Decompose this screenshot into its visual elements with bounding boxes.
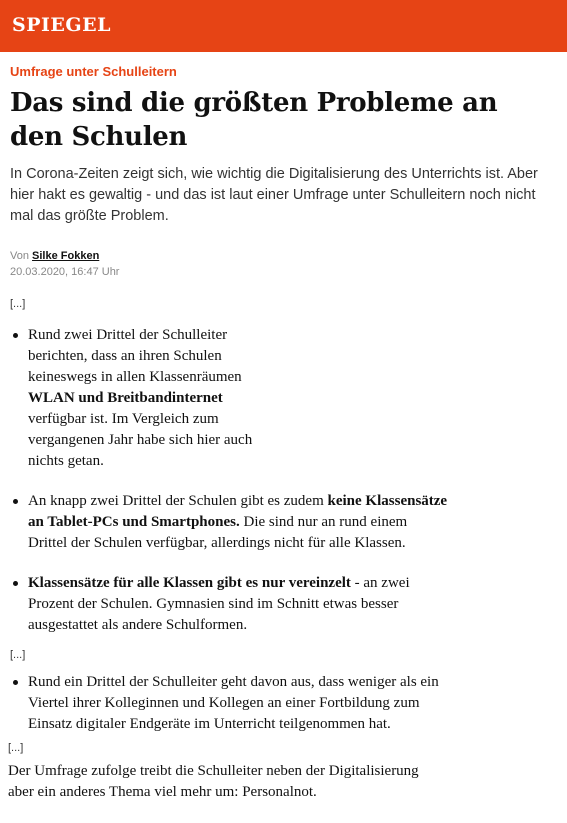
author-link[interactable]: Silke Fokken: [32, 250, 100, 262]
byline: [10, 249, 557, 264]
ellipsis: [...]: [8, 742, 24, 754]
list-item: [10, 325, 268, 472]
list-item-text: verfügbar ist. Im Vergleich zum vergangenen Jahr habe sich hier auch nichts getan.: [28, 411, 253, 469]
list-item-text: Die sind nur an rund einem Drittel der Schulen verfügbar, allerdings nicht für alle Klassen.: [28, 514, 408, 551]
article-teaser: In Corona-Zeiten zeigt sich, wie wichtig die Digitalisierung des Unterrichts ist. Aber hier hakt es gewaltig - und das ist laut einer Umfrage unter Schulleitern noch nicht mal das größte Problem.: [10, 166, 538, 224]
ellipsis: [...]: [10, 649, 26, 661]
list-item-text: Rund zwei Drittel der Schulleiter berichten, dass an ihren Schulen keineswegs in allen Klassenräumen: [28, 327, 242, 385]
list-item-bold: WLAN und Breitbandinternet: [28, 390, 223, 406]
bullet-list: [10, 672, 557, 735]
list-item-text: - an zwei Prozent der Schulen. Gymnasien sind im Schnitt etwas besser ausgestattet als andere Schulformen.: [28, 575, 410, 633]
site-header: [0, 0, 567, 52]
list-item-text: An knapp zwei Drittel der Schulen gibt es zudem: [28, 493, 328, 509]
article: [0, 64, 567, 803]
list-item-text: Rund ein Drittel der Schulleiter geht davon aus, dass weniger als ein Viertel ihrer Kolleginnen und Kollegen an einer Fortbildung zum Einsatz digitaler Endgeräte im Unterricht teilgenommen hat.: [28, 674, 439, 732]
list-item-bold: Klassensätze für alle Klassen gibt es nur vereinzelt: [28, 575, 351, 591]
publish-date: 20.03.2020, 16:47 Uhr: [10, 266, 120, 278]
list-item: [10, 491, 450, 554]
spiegel-logo[interactable]: SPIEGEL: [12, 14, 111, 36]
article-kicker: Umfrage unter Schulleitern: [10, 64, 177, 79]
list-item-bold: keine Klassensätze an Tablet-PCs und Smartphones.: [28, 493, 448, 530]
closing-paragraph: Der Umfrage zufolge treibt die Schulleiter neben der Digitalisierung aber ein anderes Thema viel mehr um: Personalnot.: [8, 763, 419, 800]
ellipsis: [...]: [10, 298, 26, 310]
list-item: [10, 573, 430, 636]
byline-prefix: Von: [10, 250, 33, 262]
list-item: [10, 672, 458, 735]
bullet-list: [10, 325, 557, 636]
article-headline: Das sind die größten Probleme an den Schulen: [10, 88, 498, 152]
